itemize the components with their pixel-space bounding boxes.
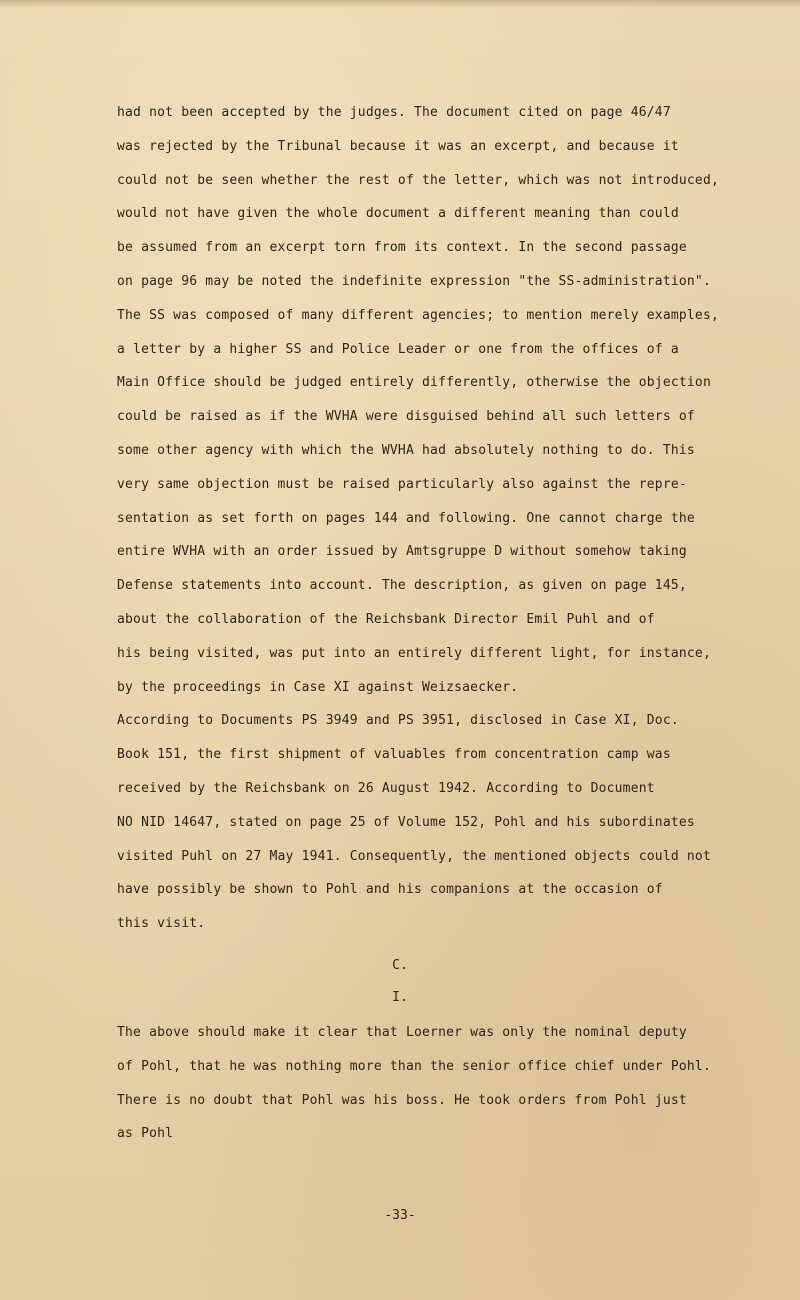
text-line: very same objection must be raised particularly also against the repre- — [117, 476, 687, 492]
page-number: -33- — [384, 1208, 416, 1223]
text-line: Defense statements into account. The description, as given on page 145, — [117, 578, 687, 594]
text-line: of Pohl, that he was nothing more than the senior office chief under Pohl. — [117, 1058, 711, 1074]
text-line: a letter by a higher SS and Police Leader or one from the offices of a — [117, 341, 679, 357]
text-line: entire WVHA with an order issued by Amtsgruppe D without somehow taking — [117, 544, 687, 560]
page-top-edge — [0, 0, 800, 8]
text-line: According to Documents PS 3949 and PS 3951, disclosed in Case XI, Doc. — [117, 713, 679, 729]
section-number: I. — [392, 990, 408, 1005]
text-line: this visit. — [117, 916, 206, 932]
text-line: have possibly be shown to Pohl and his companions at the occasion of — [117, 882, 663, 898]
text-line: There is no doubt that Pohl was his boss. He took orders from Pohl just — [117, 1092, 687, 1108]
text-line: be assumed from an excerpt torn from its context. In the second passage — [117, 240, 687, 256]
text-line: about the collaboration of the Reichsbank Director Emil Puhl and of — [117, 611, 655, 627]
section-letter: C. — [392, 958, 408, 973]
paragraph-1 — [117, 96, 777, 704]
body-text — [117, 96, 777, 941]
text-line: NO NID 14647, stated on page 25 of Volume 152, Pohl and his subordinates — [117, 814, 695, 830]
text-line: received by the Reichsbank on 26 August 1942. According to Document — [117, 780, 655, 796]
text-line: could be raised as if the WVHA were disguised behind all such letters of — [117, 409, 695, 425]
text-line: sentation as set forth on pages 144 and following. One cannot charge the — [117, 510, 695, 526]
text-line: Main Office should be judged entirely differently, otherwise the objection — [117, 375, 711, 391]
paragraph-2 — [117, 704, 777, 941]
text-line: The above should make it clear that Loerner was only the nominal deputy — [117, 1025, 687, 1040]
text-line: was rejected by the Tribunal because it was an excerpt, and because it — [117, 138, 679, 154]
text-line: Book 151, the first shipment of valuables from concentration camp was — [117, 747, 671, 763]
paragraph-3 — [117, 1016, 777, 1151]
text-line: visited Puhl on 27 May 1941. Consequently, the mentioned objects could not — [117, 848, 711, 864]
text-line: The SS was composed of many different agencies; to mention merely examples, — [117, 307, 719, 323]
text-line: as Pohl — [117, 1126, 174, 1142]
text-line: by the proceedings in Case XI against Weizsaecker. — [117, 679, 519, 695]
text-line: some other agency with which the WVHA had absolutely nothing to do. This — [117, 442, 695, 458]
text-line: on page 96 may be noted the indefinite expression "the SS-administration". — [117, 273, 711, 289]
text-line: had not been accepted by the judges. The document cited on page 46/47 — [117, 105, 671, 120]
text-line: his being visited, was put into an entirely different light, for instance, — [117, 645, 711, 661]
text-line: would not have given the whole document a different meaning than could — [117, 206, 679, 222]
text-line: could not be seen whether the rest of the letter, which was not introduced, — [117, 172, 719, 188]
